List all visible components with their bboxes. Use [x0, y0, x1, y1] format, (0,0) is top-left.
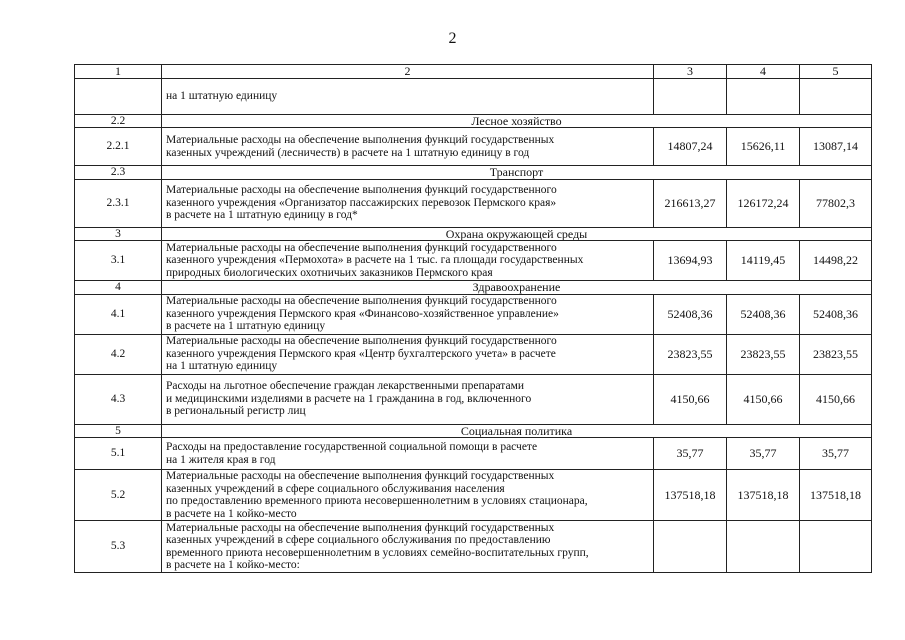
table-row — [75, 334, 872, 374]
description-line: и медицинскими изделиями в расчете на 1 гражданина в год, включенного — [166, 392, 532, 405]
table-row — [75, 179, 872, 227]
item-code: 2.3.1 — [75, 179, 162, 227]
value-v5 — [800, 521, 872, 573]
item-description — [162, 374, 654, 424]
value-v5: 52408,36 — [800, 294, 872, 334]
value-v5: 35,77 — [800, 438, 872, 470]
description-line: Расходы на предоставление государственной социальной помощи в расчете — [166, 441, 538, 453]
description-line: в расчете на 1 койко-место — [166, 507, 297, 520]
description-line: на 1 штатную единицу — [166, 360, 278, 373]
value-v5: 137518,18 — [800, 470, 872, 521]
description-line: в расчете на 1 койко-место: — [166, 559, 300, 571]
section-title: Лесное хозяйство — [162, 114, 872, 128]
column-header: 2 — [162, 65, 654, 79]
item-code: 4.1 — [75, 294, 162, 334]
value-v4 — [727, 521, 800, 573]
description-line: Материальные расходы на обеспечение выполнения функций государственных — [166, 134, 555, 146]
value-v4 — [727, 78, 800, 114]
table-row — [75, 374, 872, 424]
description-line: на 1 штатную единицу — [166, 89, 278, 102]
value-v3: 13694,93 — [654, 241, 727, 281]
table-row — [75, 470, 872, 521]
description-line: в расчете на 1 штатную единицу — [166, 320, 326, 333]
value-v3: 4150,66 — [654, 374, 727, 424]
value-v3: 137518,18 — [654, 470, 727, 521]
item-code: 4.3 — [75, 374, 162, 424]
column-header: 4 — [727, 65, 800, 79]
section-code: 4 — [75, 281, 162, 295]
value-v5: 77802,3 — [800, 179, 872, 227]
description-line: Материальные расходы на обеспечение выполнения функций государственного — [166, 295, 557, 308]
value-v3: 35,77 — [654, 438, 727, 470]
section-title: Здравоохранение — [162, 281, 872, 295]
description-line: казенного учреждения Пермского края «Финансово-хозяйственное управление» — [166, 307, 559, 320]
table-row — [75, 521, 872, 573]
norms-table — [74, 64, 872, 573]
section-row — [75, 114, 872, 128]
value-v5 — [800, 78, 872, 114]
description-line: казенных учреждений (лесничеств) в расчете на 1 штатную единицу в год — [166, 146, 530, 159]
item-description — [162, 334, 654, 374]
section-title: Социальная политика — [162, 424, 872, 438]
value-v3: 14807,24 — [654, 128, 727, 166]
description-line: Материальные расходы на обеспечение выполнения функций государственных — [166, 521, 555, 534]
table-row — [75, 438, 872, 470]
item-description — [162, 294, 654, 334]
item-code: 3.1 — [75, 241, 162, 281]
column-header: 5 — [800, 65, 872, 79]
value-v4: 52408,36 — [727, 294, 800, 334]
value-v5: 23823,55 — [800, 334, 872, 374]
description-line: казенного учреждения «Пермохота» в расчете на 1 тыс. га площади государственных — [166, 254, 584, 267]
description-line: казенного учреждения Пермского края «Центр бухгалтерского учета» в расчете — [166, 347, 556, 360]
description-line: в расчете на 1 штатную единицу в год* — [166, 209, 358, 222]
description-line: Материальные расходы на обеспечение выполнения функций государственного — [166, 241, 557, 254]
item-code: 5.2 — [75, 470, 162, 521]
value-v3: 52408,36 — [654, 294, 727, 334]
description-line: казенных учреждений в сфере социального обслуживания по предоставлению — [166, 534, 551, 546]
table-row — [75, 294, 872, 334]
value-v5: 4150,66 — [800, 374, 872, 424]
value-v4: 14119,45 — [727, 241, 800, 281]
table-row — [75, 78, 872, 114]
section-row — [75, 281, 872, 295]
section-code: 2.2 — [75, 114, 162, 128]
description-line: на 1 жителя края в год — [166, 453, 276, 466]
section-code: 2.3 — [75, 166, 162, 180]
description-line: временного приюта несовершеннолетним в условиях семейно-воспитательных групп, — [166, 546, 589, 559]
description-line: природных биологических охотничьих заказников Пермского края — [166, 266, 493, 279]
item-code: 5.3 — [75, 521, 162, 573]
value-v4: 23823,55 — [727, 334, 800, 374]
value-v3 — [654, 78, 727, 114]
description-line: Материальные расходы на обеспечение выполнения функций государственного — [166, 184, 557, 197]
item-description — [162, 128, 654, 166]
item-description — [162, 438, 654, 470]
table-header-row — [75, 65, 872, 79]
table-row — [75, 241, 872, 281]
value-v3: 216613,27 — [654, 179, 727, 227]
section-title: Транспорт — [162, 166, 872, 180]
column-header: 3 — [654, 65, 727, 79]
value-v4: 4150,66 — [727, 374, 800, 424]
description-line: казенного учреждения «Организатор пассажирских перевозок Пермского края» — [166, 196, 557, 209]
item-code: 2.2.1 — [75, 128, 162, 166]
item-description — [162, 470, 654, 521]
value-v3: 23823,55 — [654, 334, 727, 374]
description-line: Материальные расходы на обеспечение выполнения функций государственных — [166, 470, 555, 482]
description-line: казенных учреждений в сфере социального обслуживания населения — [166, 482, 505, 495]
section-code: 3 — [75, 227, 162, 241]
item-code: 5.1 — [75, 438, 162, 470]
value-v3 — [654, 521, 727, 573]
value-v4: 35,77 — [727, 438, 800, 470]
value-v4: 137518,18 — [727, 470, 800, 521]
section-code: 5 — [75, 424, 162, 438]
page-number: 2 — [448, 30, 457, 47]
value-v4: 15626,11 — [727, 128, 800, 166]
item-description — [162, 521, 654, 573]
item-description — [162, 179, 654, 227]
description-line: Расходы на льготное обеспечение граждан лекарственными препаратами — [166, 380, 524, 393]
item-description — [162, 241, 654, 281]
description-line: в региональный регистр лиц — [166, 405, 306, 418]
section-row — [75, 166, 872, 180]
column-header: 1 — [75, 65, 162, 79]
section-row — [75, 227, 872, 241]
section-row — [75, 424, 872, 438]
table-row — [75, 128, 872, 166]
value-v5: 14498,22 — [800, 241, 872, 281]
item-description — [162, 78, 654, 114]
value-v5: 13087,14 — [800, 128, 872, 166]
section-title: Охрана окружающей среды — [162, 227, 872, 241]
description-line: по предоставлению временного приюта несовершеннолетним в условиях стационара, — [166, 495, 588, 507]
item-code: 4.2 — [75, 334, 162, 374]
description-line: Материальные расходы на обеспечение выполнения функций государственного — [166, 335, 557, 348]
value-v4: 126172,24 — [727, 179, 800, 227]
item-code — [75, 78, 162, 114]
